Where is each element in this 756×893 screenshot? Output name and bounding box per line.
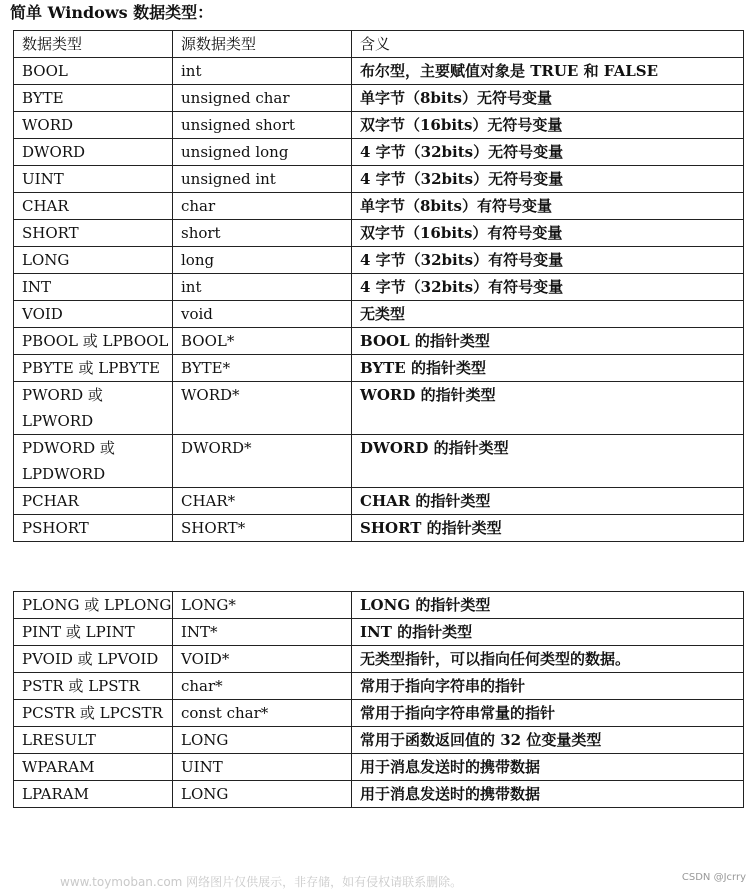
table-row — [14, 112, 744, 139]
cell-source-type: int — [173, 58, 352, 85]
cell-meaning: 无类型指针，可以指向任何类型的数据。 — [352, 646, 744, 673]
cell-data-type: BOOL — [14, 58, 173, 85]
cell-source-type: INT* — [173, 619, 352, 646]
table-row — [14, 646, 744, 673]
cell-meaning: 布尔型，主要赋值对象是 TRUE 和 FALSE — [352, 58, 744, 85]
cell-meaning: INT 的指针类型 — [352, 619, 744, 646]
cell-meaning: BOOL 的指针类型 — [352, 328, 744, 355]
cell-meaning: 单字节（8bits）有符号变量 — [352, 193, 744, 220]
cell-meaning: 双字节（16bits）有符号变量 — [352, 220, 744, 247]
cell-data-type: PCHAR — [14, 488, 173, 515]
data-types-table-top — [13, 30, 744, 542]
table-row — [14, 592, 744, 619]
table-header-row — [14, 31, 744, 58]
cell-meaning: 4 字节（32bits）无符号变量 — [352, 139, 744, 166]
cell-source-type: VOID* — [173, 646, 352, 673]
header-meaning: 含义 — [352, 31, 744, 58]
cell-meaning: 无类型 — [352, 301, 744, 328]
cell-data-type: LRESULT — [14, 727, 173, 754]
cell-source-type: LONG* — [173, 592, 352, 619]
cell-meaning: 用于消息发送时的携带数据 — [352, 781, 744, 808]
cell-data-type: VOID — [14, 301, 173, 328]
cell-data-type: PVOID 或 LPVOID — [14, 646, 173, 673]
watermark-text: www.toymoban.com 网络图片仅供展示，非存储，如有侵权请联系删除。 — [60, 875, 463, 889]
table-row — [14, 220, 744, 247]
cell-meaning: BYTE 的指针类型 — [352, 355, 744, 382]
cell-source-type: LONG — [173, 781, 352, 808]
table-row — [14, 193, 744, 220]
cell-source-type: int — [173, 274, 352, 301]
table-row — [14, 85, 744, 112]
cell-source-type: unsigned char — [173, 85, 352, 112]
table-row — [14, 274, 744, 301]
table-row — [14, 435, 744, 488]
table-row — [14, 754, 744, 781]
table-row — [14, 166, 744, 193]
cell-data-type: PDWORD 或 LPDWORD — [14, 435, 173, 488]
cell-data-type: PSTR 或 LPSTR — [14, 673, 173, 700]
table-row — [14, 382, 744, 435]
cell-data-type: PSHORT — [14, 515, 173, 542]
cell-meaning: 常用于函数返回值的 32 位变量类型 — [352, 727, 744, 754]
cell-meaning: 双字节（16bits）无符号变量 — [352, 112, 744, 139]
cell-source-type: BOOL* — [173, 328, 352, 355]
table-row — [14, 139, 744, 166]
page-title: 简单 Windows 数据类型： — [10, 3, 214, 22]
cell-data-type: PWORD 或 LPWORD — [14, 382, 173, 435]
table-row — [14, 247, 744, 274]
cell-source-type: CHAR* — [173, 488, 352, 515]
cell-data-type: PLONG 或 LPLONG — [14, 592, 173, 619]
cell-source-type: SHORT* — [173, 515, 352, 542]
cell-meaning: DWORD 的指针类型 — [352, 435, 744, 488]
cell-data-type: LONG — [14, 247, 173, 274]
cell-source-type: char — [173, 193, 352, 220]
cell-data-type: PBOOL 或 LPBOOL — [14, 328, 173, 355]
data-types-table-bottom — [13, 591, 744, 808]
cell-data-type: WORD — [14, 112, 173, 139]
cell-meaning: 4 字节（32bits）有符号变量 — [352, 274, 744, 301]
cell-source-type: BYTE* — [173, 355, 352, 382]
table-row — [14, 515, 744, 542]
header-source-type: 源数据类型 — [173, 31, 352, 58]
table-row — [14, 700, 744, 727]
cell-data-type: PBYTE 或 LPBYTE — [14, 355, 173, 382]
cell-data-type: CHAR — [14, 193, 173, 220]
cell-meaning: CHAR 的指针类型 — [352, 488, 744, 515]
cell-source-type: unsigned long — [173, 139, 352, 166]
csdn-credit: CSDN @Jcrry — [681, 872, 746, 883]
cell-source-type: void — [173, 301, 352, 328]
cell-data-type: PCSTR 或 LPCSTR — [14, 700, 173, 727]
cell-meaning: 4 字节（32bits）无符号变量 — [352, 166, 744, 193]
cell-meaning: SHORT 的指针类型 — [352, 515, 744, 542]
cell-data-type: BYTE — [14, 85, 173, 112]
table-row — [14, 355, 744, 382]
table-row — [14, 58, 744, 85]
cell-source-type: unsigned short — [173, 112, 352, 139]
cell-data-type: UINT — [14, 166, 173, 193]
cell-meaning: WORD 的指针类型 — [352, 382, 744, 435]
table-row — [14, 301, 744, 328]
table-row — [14, 781, 744, 808]
cell-meaning: 用于消息发送时的携带数据 — [352, 754, 744, 781]
header-data-type: 数据类型 — [14, 31, 173, 58]
table-row — [14, 673, 744, 700]
cell-source-type: WORD* — [173, 382, 352, 435]
cell-data-type: WPARAM — [14, 754, 173, 781]
cell-meaning: 常用于指向字符串常量的指针 — [352, 700, 744, 727]
table-row — [14, 727, 744, 754]
cell-source-type: LONG — [173, 727, 352, 754]
cell-data-type: PINT 或 LPINT — [14, 619, 173, 646]
cell-source-type: unsigned int — [173, 166, 352, 193]
cell-data-type: SHORT — [14, 220, 173, 247]
cell-source-type: const char* — [173, 700, 352, 727]
cell-meaning: 4 字节（32bits）有符号变量 — [352, 247, 744, 274]
table-row — [14, 328, 744, 355]
cell-data-type: INT — [14, 274, 173, 301]
table-row — [14, 619, 744, 646]
cell-source-type: DWORD* — [173, 435, 352, 488]
cell-data-type: LPARAM — [14, 781, 173, 808]
cell-source-type: UINT — [173, 754, 352, 781]
cell-source-type: long — [173, 247, 352, 274]
cell-source-type: char* — [173, 673, 352, 700]
cell-meaning: LONG 的指针类型 — [352, 592, 744, 619]
table-row — [14, 488, 744, 515]
cell-data-type: DWORD — [14, 139, 173, 166]
cell-source-type: short — [173, 220, 352, 247]
cell-meaning: 常用于指向字符串的指针 — [352, 673, 744, 700]
cell-meaning: 单字节（8bits）无符号变量 — [352, 85, 744, 112]
